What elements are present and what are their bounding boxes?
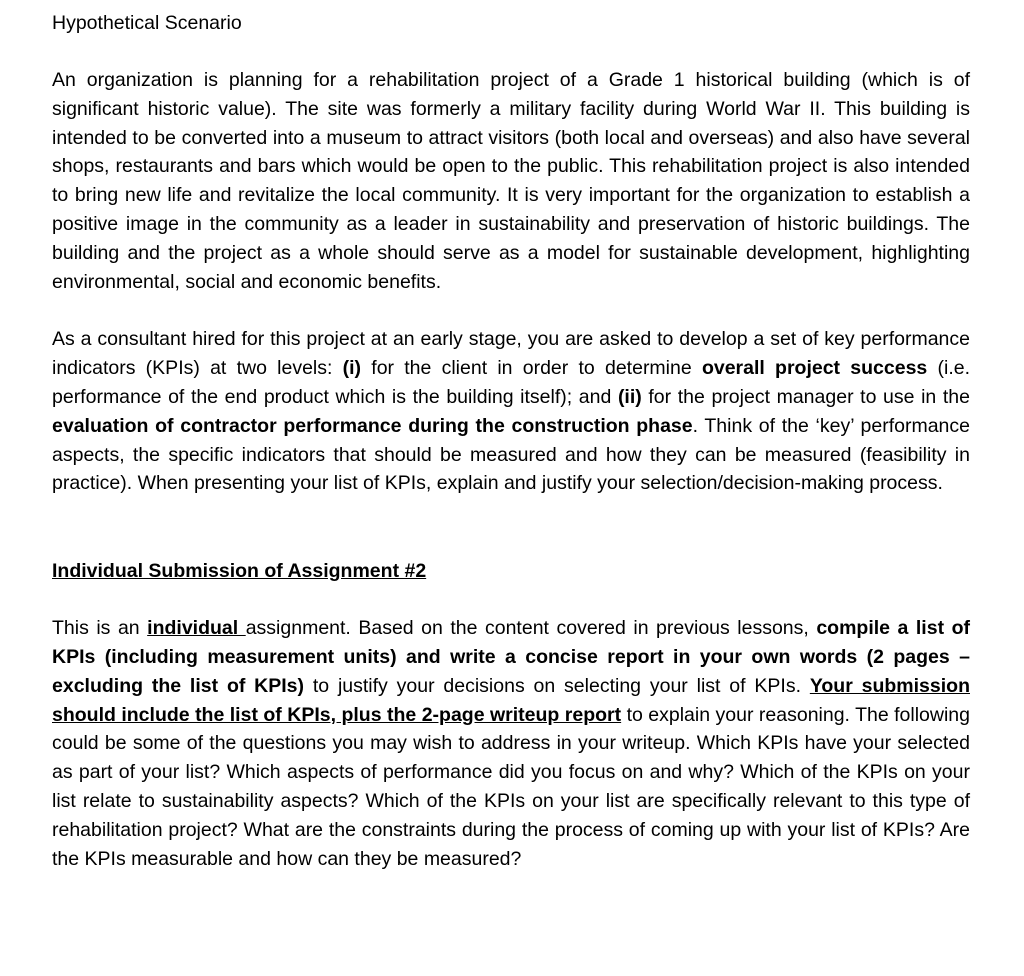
submission-text-3: to justify your decisions on selecting your list of KPIs.	[304, 674, 810, 697]
consultant-text-2: for the client in order to determine	[361, 357, 702, 380]
consultant-bold-ii: (ii)	[617, 385, 642, 408]
submission-section-title: Individual Submission of Assignment #2	[52, 560, 427, 583]
submission-text-4: to explain your reasoning. The following could be some of the questions you may wish to address in your writeup. Which KPIs have your selected as part of your list? Which aspects of performance did you focus on and why? Which of the KPIs on your list relate to sustainability aspects? Which of the KPIs on your list are specifically relevant to this type of rehabilitation project? What are the constraints during the process of coming up with your list of KPIs? Are the KPIs measurable and how can they be measured?	[52, 703, 970, 870]
consultant-text-5: . Think of the ‘key’ performance aspects, the specific indicators that should be measured and how they can be measured (feasibility in practice). When presenting your list of KPIs, explain and justify your selection/decision-making process.	[52, 414, 970, 495]
overall-project-success: overall project success	[701, 357, 928, 380]
consultant-bold-i: (i)	[342, 357, 362, 380]
submission-requirement: Your submission should include the list of KPIs, plus the 2-page writeup report	[52, 674, 970, 726]
consultant-paragraph	[52, 325, 970, 498]
consultant-text-1: As a consultant hired for this project at an early stage, you are asked to develop a set of key performance indicators (KPIs) at two levels:	[52, 328, 970, 380]
compile-kpis-instruction: compile a list of KPIs (including measurement units) and write a concise report in your own words (2 pages – excluding the list of KPIs)	[52, 617, 970, 697]
individual-emphasis: individual	[147, 617, 246, 640]
submission-text-2: assignment. Based on the content covered in previous lessons,	[245, 617, 817, 640]
consultant-text-4: for the project manager to use in the	[641, 385, 970, 408]
submission-paragraph	[52, 614, 970, 873]
contractor-evaluation-phrase: evaluation of contractor performance during the construction phase	[52, 414, 693, 437]
document-page	[52, 8, 970, 873]
consultant-text-3: (i.e. performance of the end product which is the building itself); and	[52, 357, 970, 408]
scenario-paragraph: An organization is planning for a rehabilitation project of a Grade 1 historical building (which is of significant historic value). The site was formerly a military facility during World War II. This building is intended to be converted into a museum to attract visitors (both local and overseas) and also have several shops, restaurants and bars which would be open to the public. This rehabilitation project is also intended to bring new life and revitalize the local community. It is very important for the organization to establish a positive image in the community as a leader in sustainability and preservation of historic buildings. The building and the project as a whole should serve as a model for sustainable development, highlighting environmental, social and economic benefits.	[52, 69, 970, 293]
scenario-heading: Hypothetical Scenario	[52, 12, 242, 34]
submission-text-1: This is an	[52, 617, 148, 640]
